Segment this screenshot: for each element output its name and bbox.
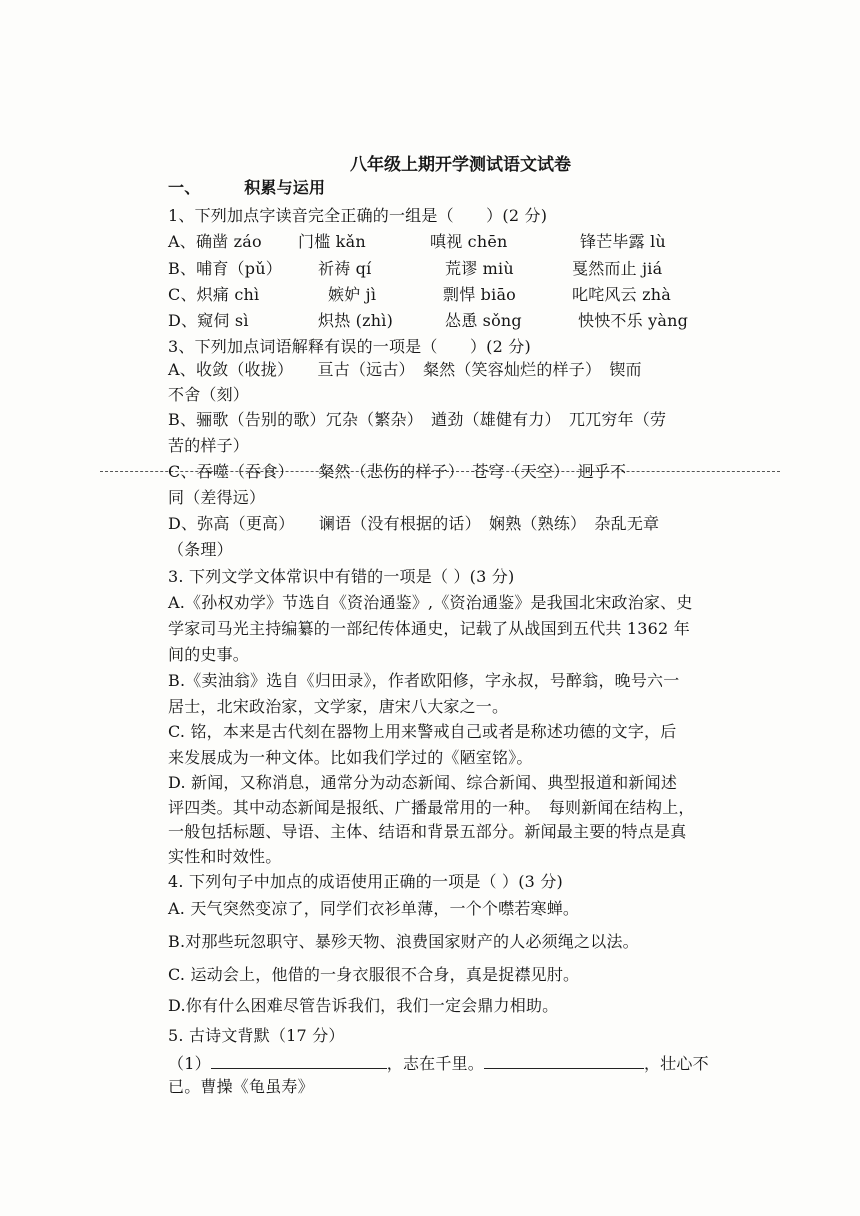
q3a-option-c-line1: C、吞噬（吞食） 粲然（悲伤的样子） 苍穹（天空） 迥乎不 bbox=[168, 462, 627, 481]
q3b-d-line1: D. 新闻，又称消息，通常分为动态新闻、综合新闻、典型报道和新闻述 bbox=[168, 773, 678, 792]
q1-c-1: C、炽痛 chì bbox=[168, 285, 260, 304]
q3a-option-a-line2: 不舍（刻） bbox=[168, 385, 250, 404]
q1-b-4: 戛然而止 jiá bbox=[572, 259, 663, 278]
q5-line2: 已。曹操《龟虽寿》 bbox=[168, 1077, 314, 1096]
q1-b-1: B、哺育（pǔ） bbox=[168, 259, 282, 278]
q1-c-2: 嫉妒 jì bbox=[328, 285, 377, 304]
q4-option-c: C. 运动会上，他借的一身衣服很不合身，真是捉襟见肘。 bbox=[168, 965, 580, 984]
q5-line1-mid: ，志在千里。 bbox=[386, 1054, 484, 1073]
q3b-a-line1: A.《孙权劝学》节选自《资治通鉴》,《资治通鉴》是我国北宋政治家、史 bbox=[168, 593, 693, 612]
q4-option-a: A. 天气突然变凉了，同学们衣衫单薄，一个个噤若寒蝉。 bbox=[168, 899, 580, 918]
q4-option-d: D.你有什么困难尽管告诉我们，我们一定会鼎力相助。 bbox=[168, 996, 559, 1015]
q1-b-2: 祈祷 qí bbox=[318, 259, 372, 278]
q1-a-4: 锋芒毕露 lù bbox=[580, 232, 666, 251]
q5-stem: 5. 古诗文背默（17 分） bbox=[168, 1026, 345, 1045]
section-label: 积累与运用 bbox=[244, 178, 326, 197]
q3b-b-line2: 居士，北宋政治家，文学家，唐宋八大家之一。 bbox=[168, 697, 509, 716]
q1-c-4: 叱咤风云 zhà bbox=[572, 285, 671, 304]
q3a-option-d-line2: （条理） bbox=[168, 540, 233, 559]
q3b-d-line3: 一般包括标题、导语、主体、结语和背景五部分。新闻最主要的特点是真 bbox=[168, 822, 687, 841]
q3a-option-b-line2: 苦的样子） bbox=[168, 436, 250, 455]
answer-blank-1[interactable] bbox=[211, 1052, 387, 1069]
q3b-a-line2: 学家司马光主持编纂的一部纪传体通史，记载了从战国到五代共 1362 年 bbox=[168, 619, 690, 638]
q3b-d-line2: 评四类。其中动态新闻是报纸、广播最常用的一种。 每则新闻在结构上， bbox=[168, 798, 695, 817]
q5-line1 bbox=[168, 1052, 758, 1074]
q1-d-1: D、窥伺 sì bbox=[168, 311, 249, 330]
q4-stem: 4. 下列句子中加点的成语使用正确的一项是（ ）(3 分) bbox=[168, 872, 563, 891]
q1-a-2: 门槛 kǎn bbox=[298, 232, 366, 251]
q1-c-3: 剽悍 biāo bbox=[443, 285, 517, 304]
q3b-stem: 3. 下列文学文体常识中有错的一项是（ ）(3 分) bbox=[168, 567, 515, 586]
q3b-c-line2: 来发展成为一种文体。比如我们学过的《陋室铭》。 bbox=[168, 748, 533, 767]
section-heading bbox=[168, 178, 758, 198]
q1-d-3: 怂恿 sǒng bbox=[445, 311, 522, 330]
q3a-option-c-line2: 同（差得远） bbox=[168, 488, 266, 507]
q1-a-3: 嗔视 chēn bbox=[430, 232, 508, 251]
q4-option-b: B.对那些玩忽职守、暴殄天物、浪费国家财产的人必须绳之以法。 bbox=[168, 932, 639, 951]
q1-d-2: 炽热 (zhì) bbox=[318, 311, 394, 330]
exam-title: 八年级上期开学测试语文试卷 bbox=[350, 155, 571, 175]
answer-blank-2[interactable] bbox=[484, 1052, 644, 1069]
bleed-through-text bbox=[130, 178, 134, 193]
q3b-d-line4: 实性和时效性。 bbox=[168, 847, 282, 866]
q5-line1-prefix: （1） bbox=[168, 1054, 211, 1073]
q3b-a-line3: 间的史事。 bbox=[168, 645, 250, 664]
q5-line1-suffix: ，壮心不 bbox=[643, 1054, 709, 1073]
q3a-option-b-line1: B、骊歌（告别的歌）冗杂（繁杂） 遒劲（雄健有力） 兀兀穷年（劳 bbox=[168, 410, 667, 429]
q1-b-3: 荒谬 miù bbox=[445, 259, 514, 278]
q1-a-1: A、确凿 záo bbox=[168, 232, 262, 251]
q3b-b-line1: B.《卖油翁》选自《归田录》，作者欧阳修，字永叔，号醉翁，晚号六一 bbox=[168, 671, 680, 690]
q3a-option-a-line1: A、收敛（收拢） 亘古（远古） 粲然（笑容灿烂的样子） 锲而 bbox=[168, 360, 642, 379]
q1-d-4: 怏怏不乐 yàng bbox=[578, 311, 689, 330]
q3a-option-d-line1: D、弥高（更高） 谰语（没有根据的话） 娴熟（熟练） 杂乱无章 bbox=[168, 514, 660, 533]
q3a-stem: 3、下列加点词语解释有误的一项是（ ）(2 分) bbox=[168, 337, 531, 356]
q3b-c-line1: C. 铭，本来是古代刻在器物上用来警戒自己或者是称述功德的文字，后 bbox=[168, 722, 677, 741]
q1-stem: 1、下列加点字读音完全正确的一组是（ ）(2 分) bbox=[168, 206, 548, 225]
section-number: 一、 bbox=[168, 178, 201, 197]
